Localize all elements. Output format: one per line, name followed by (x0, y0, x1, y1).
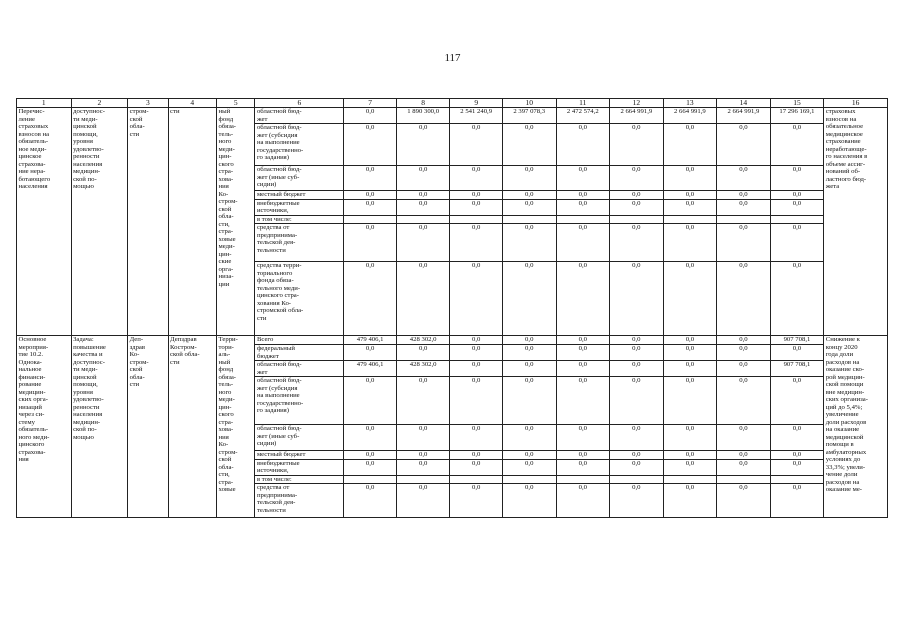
expected-result-cell: страховых взносов на обязательное медицинское страхование неработающе- го населения в объеме ассиг- нований об- ластного бюд- жета (824, 108, 888, 336)
funding-value: 0,0 (663, 124, 717, 166)
funding-value: 0,0 (663, 425, 717, 451)
funding-value: 0,0 (663, 199, 717, 215)
budget-table (16, 98, 888, 518)
column-header-12: 12 (610, 99, 664, 108)
funding-value: 0,0 (450, 199, 503, 215)
funding-value: 0,0 (502, 262, 556, 336)
participants-cell: ный фонд обяза- тель- ного меди- цин- ского стра- хова- ния Ко- стром- ской обла- сти, стра- ховые меди- цин- ские орга- низа- ции (217, 108, 255, 336)
funding-value: 0,0 (502, 166, 556, 191)
funding-value: 0,0 (450, 459, 503, 475)
funding-value: 0,0 (663, 484, 717, 518)
participants-cell: Терри- тори- аль- ный фонд обяза- тель- ного меди- цин- ского стра- хова- ния Ко- стром- ской обла- сти, стра- ховые (217, 336, 255, 518)
funding-value: 0,0 (502, 361, 556, 377)
column-header-15: 15 (770, 99, 824, 108)
funding-source-label: средства от предпринима- тельской дея- тельности (255, 224, 344, 262)
funding-value: 0,0 (770, 191, 824, 200)
measure-name-cell: Перечис- ление страховых взносов на обязатель- ное меди- цинское страхова- ние нера- ботающего населения (17, 108, 72, 336)
funding-value: 0,0 (556, 199, 610, 215)
funding-value: 0,0 (502, 451, 556, 460)
funding-value: 0,0 (450, 451, 503, 460)
funding-value: 0,0 (770, 484, 824, 518)
funding-source-label: средства терри- ториального фонда обяза- тельного меди- цинского стра- хования Ко- стромской обла- сти (255, 262, 344, 336)
funding-value: 0,0 (663, 224, 717, 262)
funding-value: 0,0 (396, 166, 450, 191)
funding-value: 0,0 (717, 199, 771, 215)
funding-value: 0,0 (344, 345, 397, 361)
funding-value (717, 215, 771, 224)
funding-source-label: внебюджетные источники, (255, 459, 344, 475)
funding-source-label: внебюджетные источники, (255, 199, 344, 215)
funding-value: 0,0 (663, 191, 717, 200)
funding-value: 0,0 (502, 224, 556, 262)
funding-value: 0,0 (610, 361, 664, 377)
funding-value: 0,0 (610, 451, 664, 460)
measure-name-cell: Основное мероприя- тие 10.2. Однока- нальное финанси- рование медицин- ских орга- низаций через си- стему обязатель- ного меди- цинского страхова- ния (17, 336, 72, 518)
funding-value: 0,0 (717, 451, 771, 460)
funding-value: 0,0 (556, 262, 610, 336)
funding-value: 0,0 (770, 224, 824, 262)
column-header-7: 7 (344, 99, 397, 108)
table-row (17, 336, 888, 345)
funding-value: 0,0 (556, 224, 610, 262)
funding-value (502, 475, 556, 484)
funding-value: 0,0 (663, 336, 717, 345)
funding-value: 0,0 (396, 262, 450, 336)
funding-value (344, 475, 397, 484)
funding-value: 0,0 (450, 262, 503, 336)
funding-value: 428 302,0 (396, 336, 450, 345)
funding-value: 0,0 (502, 191, 556, 200)
column-header-5: 5 (217, 99, 255, 108)
coordinator-cell: сти (168, 108, 217, 336)
funding-value (663, 215, 717, 224)
funding-value: 2 664 991,9 (610, 108, 664, 124)
funding-value: 0,0 (717, 224, 771, 262)
funding-value: 0,0 (344, 108, 397, 124)
funding-value: 0,0 (556, 484, 610, 518)
funding-value: 0,0 (663, 361, 717, 377)
funding-value: 0,0 (663, 345, 717, 361)
funding-source-label: местный бюджет (255, 451, 344, 460)
funding-source-label: областной бюд- жет (субсидия на выполнение государственно- го задания) (255, 124, 344, 166)
funding-value: 0,0 (610, 425, 664, 451)
funding-source-label: федеральный бюджет (255, 345, 344, 361)
funding-source-label: в том числе: (255, 215, 344, 224)
funding-value: 0,0 (610, 262, 664, 336)
funding-value: 0,0 (450, 224, 503, 262)
table-body (17, 108, 888, 518)
funding-value: 0,0 (770, 199, 824, 215)
funding-value: 0,0 (556, 166, 610, 191)
funding-value: 0,0 (610, 345, 664, 361)
funding-value: 0,0 (717, 484, 771, 518)
funding-value: 0,0 (556, 361, 610, 377)
funding-value: 0,0 (717, 262, 771, 336)
funding-value: 0,0 (717, 124, 771, 166)
funding-source-label: областной бюд- жет (255, 108, 344, 124)
funding-value: 0,0 (344, 124, 397, 166)
funding-value: 0,0 (770, 345, 824, 361)
funding-value: 2 664 991,9 (663, 108, 717, 124)
funding-value: 0,0 (502, 459, 556, 475)
column-header-4: 4 (168, 99, 217, 108)
funding-value: 17 296 169,1 (770, 108, 824, 124)
column-header-13: 13 (663, 99, 717, 108)
funding-value: 0,0 (663, 451, 717, 460)
funding-value: 479 406,1 (344, 336, 397, 345)
funding-value: 428 302,0 (396, 361, 450, 377)
funding-value (770, 475, 824, 484)
funding-value: 0,0 (502, 377, 556, 425)
funding-value (556, 475, 610, 484)
funding-value: 0,0 (450, 425, 503, 451)
funding-value: 479 406,1 (344, 361, 397, 377)
funding-value: 0,0 (450, 336, 503, 345)
funding-value: 0,0 (556, 377, 610, 425)
funding-value: 0,0 (610, 191, 664, 200)
funding-value: 0,0 (770, 377, 824, 425)
funding-value: 0,0 (556, 336, 610, 345)
funding-value: 0,0 (344, 191, 397, 200)
funding-source-label: областной бюд- жет (255, 361, 344, 377)
funding-value: 0,0 (396, 191, 450, 200)
funding-value: 0,0 (396, 425, 450, 451)
funding-value: 0,0 (663, 459, 717, 475)
funding-value: 0,0 (344, 199, 397, 215)
funding-value: 0,0 (396, 459, 450, 475)
funding-value: 0,0 (610, 336, 664, 345)
funding-value: 0,0 (502, 484, 556, 518)
funding-value (663, 475, 717, 484)
expected-result-cell: Снижение к концу 2020 года доли расходов на оказание ско- рой медицин- ской помощи вне медицин- ских организа- ций до 5,4%; увеличение доли расходов на оказание медицинской помощи в амбулаторных условиях до 33,3%; увели- чение доли расходов на оказание ме- (824, 336, 888, 518)
funding-value (610, 215, 664, 224)
column-header-6: 6 (255, 99, 344, 108)
funding-value (610, 475, 664, 484)
funding-value: 0,0 (396, 451, 450, 460)
funding-value: 0,0 (663, 262, 717, 336)
funding-value: 0,0 (344, 459, 397, 475)
funding-value: 0,0 (450, 166, 503, 191)
funding-value: 0,0 (717, 345, 771, 361)
funding-value: 2 541 240,9 (450, 108, 503, 124)
funding-value: 0,0 (663, 377, 717, 425)
funding-value: 0,0 (502, 425, 556, 451)
funding-value: 0,0 (770, 459, 824, 475)
funding-value: 0,0 (556, 425, 610, 451)
column-header-1: 1 (17, 99, 72, 108)
funding-source-label: Всего (255, 336, 344, 345)
funding-value: 0,0 (450, 124, 503, 166)
funding-value: 0,0 (663, 166, 717, 191)
funding-value (556, 215, 610, 224)
funding-value: 907 708,1 (770, 361, 824, 377)
funding-value: 1 890 300,0 (396, 108, 450, 124)
funding-value: 0,0 (717, 425, 771, 451)
funding-value: 0,0 (610, 166, 664, 191)
funding-value: 0,0 (396, 377, 450, 425)
column-header-9: 9 (450, 99, 503, 108)
funding-value: 0,0 (450, 361, 503, 377)
coordinator-cell: Депздрав Костром- ской обла- сти (168, 336, 217, 518)
funding-value (396, 215, 450, 224)
responsible-executor-cell: Деп- здрав Ко- стром- ской обла- сти (128, 336, 168, 518)
funding-source-label: в том числе: (255, 475, 344, 484)
funding-value: 0,0 (770, 425, 824, 451)
column-header-2: 2 (71, 99, 128, 108)
task-cell: Задача: повышение качества и доступнос- ти меди- цинской помощи, уровня удовлетво- ренности населения медицин- ской по- мощью (71, 336, 128, 518)
funding-source-label: местный бюджет (255, 191, 344, 200)
column-header-11: 11 (556, 99, 610, 108)
table-row (17, 108, 888, 124)
funding-value: 0,0 (770, 124, 824, 166)
funding-value: 0,0 (450, 377, 503, 425)
funding-value: 2 664 991,9 (717, 108, 771, 124)
funding-value: 0,0 (610, 377, 664, 425)
funding-value: 0,0 (450, 345, 503, 361)
funding-source-label: областной бюд- жет (субсидия на выполнение государственно- го задания) (255, 377, 344, 425)
funding-value: 0,0 (556, 345, 610, 361)
page-number: 117 (444, 52, 461, 64)
funding-value (717, 475, 771, 484)
funding-value: 0,0 (396, 224, 450, 262)
funding-value: 0,0 (717, 361, 771, 377)
funding-value: 0,0 (610, 224, 664, 262)
responsible-executor-cell: стром- ской обла- сти (128, 108, 168, 336)
column-header-14: 14 (717, 99, 771, 108)
funding-value: 0,0 (344, 425, 397, 451)
funding-value (770, 215, 824, 224)
funding-value: 0,0 (556, 459, 610, 475)
funding-value: 0,0 (396, 345, 450, 361)
funding-value: 0,0 (502, 199, 556, 215)
funding-value (396, 475, 450, 484)
funding-value: 0,0 (717, 377, 771, 425)
funding-value: 0,0 (556, 451, 610, 460)
funding-value: 0,0 (396, 199, 450, 215)
funding-value (344, 215, 397, 224)
funding-value: 0,0 (450, 484, 503, 518)
funding-value: 907 708,1 (770, 336, 824, 345)
funding-value: 0,0 (502, 336, 556, 345)
column-header-8: 8 (396, 99, 450, 108)
funding-value: 2 472 574,2 (556, 108, 610, 124)
column-header-10: 10 (502, 99, 556, 108)
funding-value: 0,0 (770, 166, 824, 191)
funding-value: 0,0 (396, 124, 450, 166)
funding-value: 0,0 (344, 451, 397, 460)
funding-value: 0,0 (717, 459, 771, 475)
funding-value: 2 397 078,3 (502, 108, 556, 124)
funding-value: 0,0 (344, 377, 397, 425)
funding-value: 0,0 (717, 336, 771, 345)
funding-value: 0,0 (450, 191, 503, 200)
column-header-16: 16 (824, 99, 888, 108)
column-header-3: 3 (128, 99, 168, 108)
funding-value: 0,0 (344, 224, 397, 262)
funding-value: 0,0 (502, 124, 556, 166)
funding-value: 0,0 (502, 345, 556, 361)
funding-value: 0,0 (556, 191, 610, 200)
table-header-row (17, 99, 888, 108)
funding-value: 0,0 (717, 166, 771, 191)
funding-value: 0,0 (770, 262, 824, 336)
funding-value: 0,0 (770, 451, 824, 460)
funding-value: 0,0 (344, 262, 397, 336)
funding-value: 0,0 (610, 199, 664, 215)
funding-value: 0,0 (610, 459, 664, 475)
task-cell: доступнос- ти меди- цинской помощи, уровня удовлетво- ренности населения медицин- ской по- мощью (71, 108, 128, 336)
funding-value: 0,0 (344, 484, 397, 518)
funding-source-label: областной бюд- жет (иные суб- сидии) (255, 425, 344, 451)
funding-value: 0,0 (717, 191, 771, 200)
funding-value: 0,0 (556, 124, 610, 166)
funding-value: 0,0 (610, 484, 664, 518)
funding-value: 0,0 (344, 166, 397, 191)
funding-value: 0,0 (396, 484, 450, 518)
funding-value: 0,0 (610, 124, 664, 166)
funding-source-label: областной бюд- жет (иные суб- сидии) (255, 166, 344, 191)
funding-source-label: средства от предпринима- тельской дея- тельности (255, 484, 344, 518)
funding-value (450, 475, 503, 484)
funding-value (450, 215, 503, 224)
funding-value (502, 215, 556, 224)
